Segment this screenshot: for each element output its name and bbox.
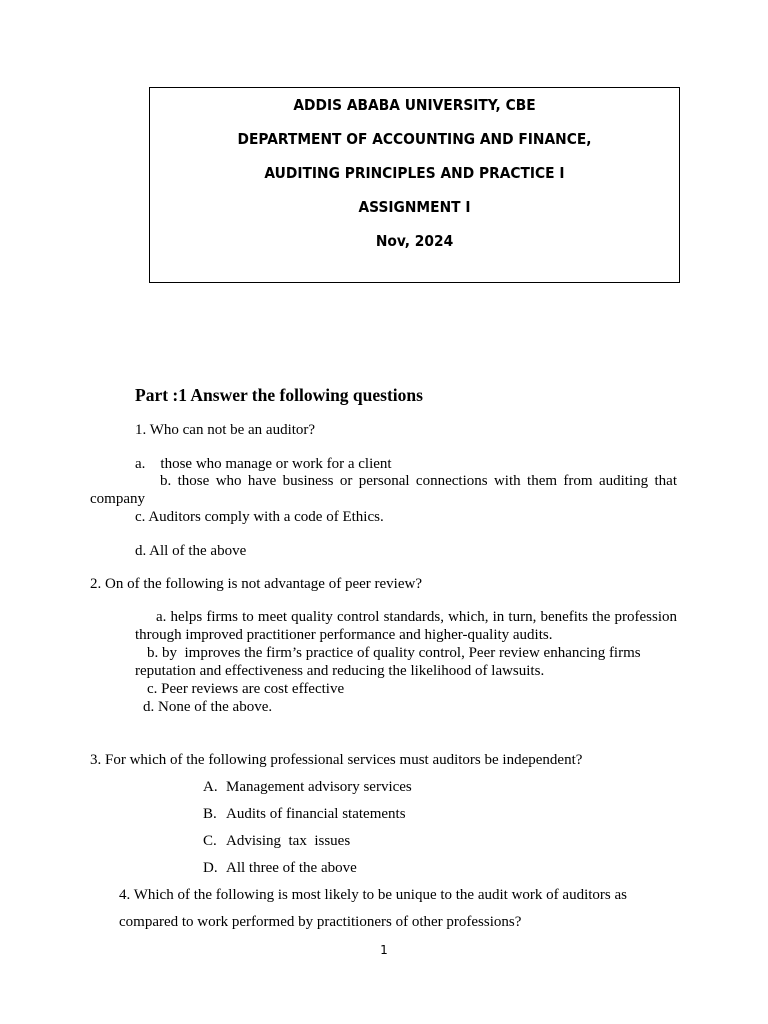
q3-option-c	[203, 832, 351, 850]
q2-option-b-line2: reputation and effectiveness and reducing the likelihood of lawsuits.	[135, 663, 545, 679]
q3-option-letter: B.	[203, 806, 217, 822]
q2-option-c: c. Peer reviews are cost effective	[147, 681, 345, 697]
q3-option-text: All three of the above	[226, 860, 357, 876]
q3-option-d	[203, 859, 357, 877]
q1-option-d: d. All of the above	[135, 543, 247, 559]
q2-option-b-line1: b. by improves the firm’s practice of quality control, Peer review enhancing firms	[147, 645, 641, 661]
q3-option-a	[203, 778, 412, 796]
page-number: 1	[380, 943, 388, 957]
q1-option-b-line2: company	[90, 491, 145, 507]
q2-option-a-line1: a. helps firms to meet quality control standards, which, in turn, benefits the profession	[156, 609, 677, 625]
course-title: AUDITING PRINCIPLES AND PRACTICE I	[264, 164, 565, 182]
q1-option-b-line1: b. those who have business or personal connections with them from auditing that	[160, 473, 677, 489]
assignment-date: Nov, 2024	[375, 232, 454, 250]
assignment-title: ASSIGNMENT I	[358, 198, 471, 216]
part-title: Part :1 Answer the following questions	[135, 385, 423, 405]
q3-option-b	[203, 805, 406, 823]
q3-option-text: Management advisory services	[226, 779, 412, 795]
question-2: 2. On of the following is not advantage of peer review?	[90, 576, 422, 592]
q3-option-text: Advising tax issues	[226, 833, 351, 849]
q3-option-letter: D.	[203, 860, 218, 876]
question-1: 1. Who can not be an auditor?	[135, 422, 316, 438]
q2-option-a-line2: through improved practitioner performance and higher-quality audits.	[135, 627, 553, 643]
header-box	[149, 87, 680, 283]
department-title: DEPARTMENT OF ACCOUNTING AND FINANCE,	[237, 130, 592, 148]
q1-option-a: a. those who manage or work for a client	[135, 456, 392, 472]
question-4-line1: 4. Which of the following is most likely to be unique to the audit work of auditors as	[119, 887, 627, 903]
q3-option-letter: C.	[203, 833, 217, 849]
q1-option-c: c. Auditors comply with a code of Ethics.	[135, 509, 384, 525]
question-3: 3. For which of the following professional services must auditors be independent?	[90, 752, 583, 768]
question-4-line2: compared to work performed by practitioners of other professions?	[119, 914, 522, 930]
q3-option-letter: A.	[203, 779, 218, 795]
q2-option-d: d. None of the above.	[143, 699, 273, 715]
university-title: ADDIS ABABA UNIVERSITY, CBE	[293, 96, 536, 114]
q3-option-text: Audits of financial statements	[226, 806, 406, 822]
